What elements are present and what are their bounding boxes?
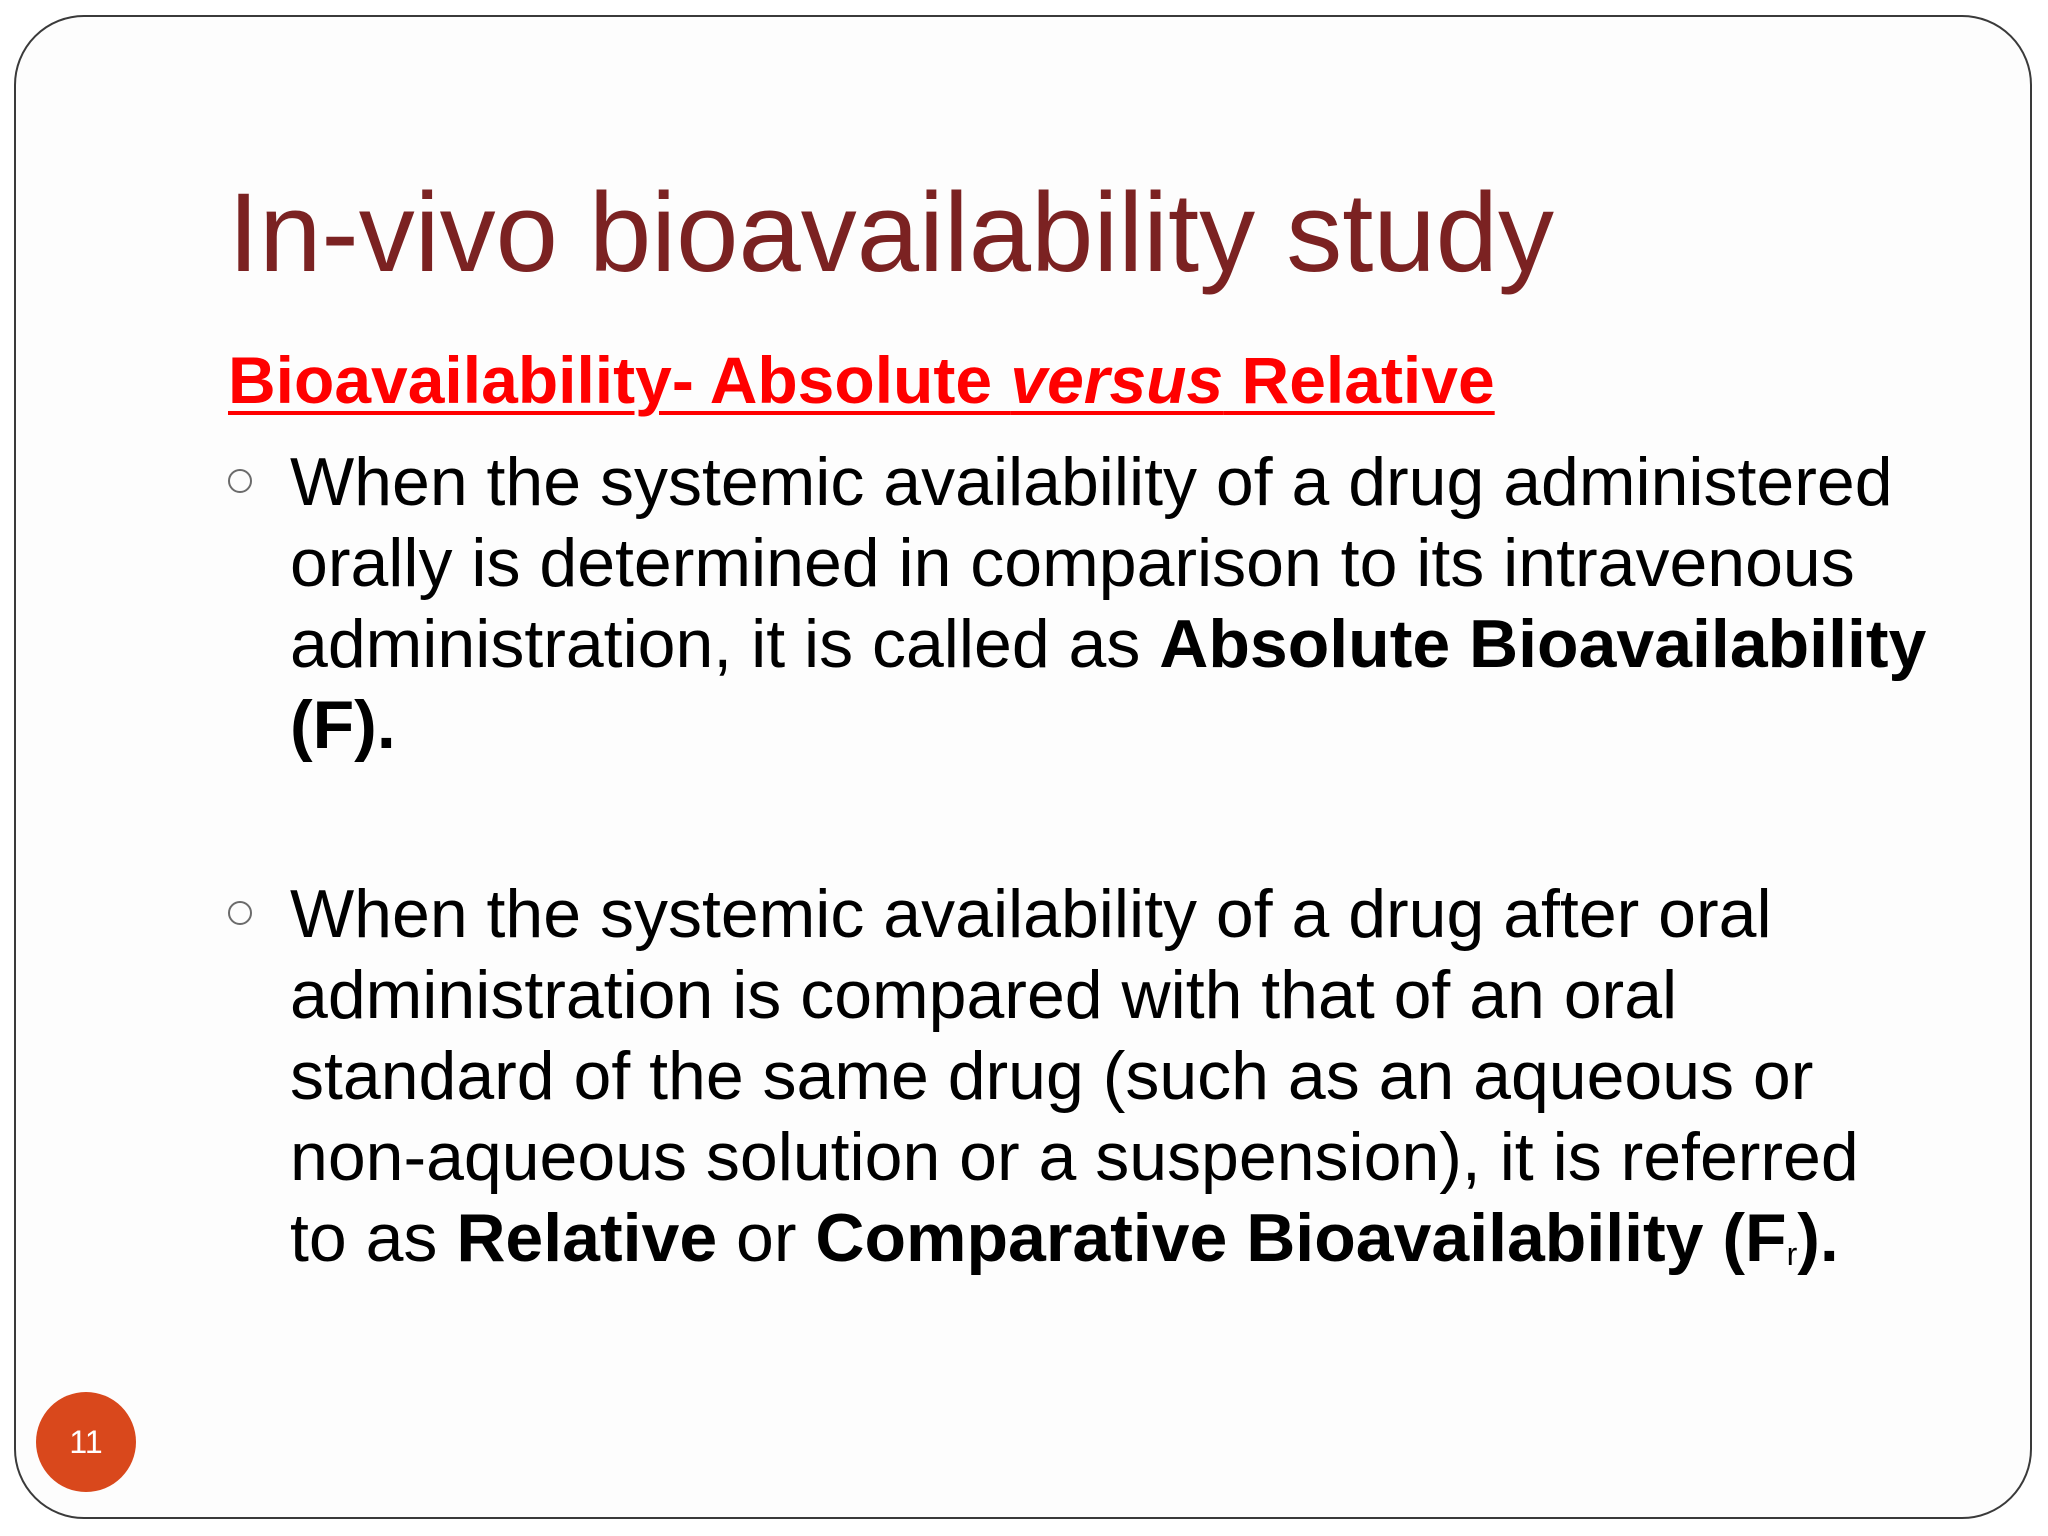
bullet-item-absolute	[228, 442, 1928, 766]
bullet-item-relative	[228, 874, 1928, 1295]
slide-subtitle	[228, 343, 1495, 417]
bullet-bold-term: Absolute Bioavailability (F).	[290, 606, 1927, 763]
hollow-circle-bullet-icon	[228, 469, 252, 493]
hollow-circle-bullet-icon	[228, 901, 252, 925]
bullet-bold-term-end: ).	[1797, 1200, 1839, 1276]
bullet-text: When the systemic availability of a drug administered orally is determined in comparison to its intravenous administration, it is called as	[290, 444, 1893, 682]
bullet-text: When the systemic availability of a drug after oral administration is compared with that of an oral standard of the same drug (such as an aqueous or non-aqueous solution or a suspension), it is referred to as	[290, 876, 1859, 1276]
page-number-badge: 11	[36, 1392, 136, 1492]
bullet-text-connector: or	[717, 1200, 816, 1276]
bullet-bold-term: Comparative Bioavailability (F	[815, 1200, 1787, 1276]
slide-title: In-vivo bioavailability study	[228, 170, 1554, 295]
subtitle-italic: versus	[1010, 343, 1224, 417]
slide	[14, 15, 2032, 1519]
bullet-bold-term: Relative	[456, 1200, 718, 1276]
subtitle-part1: Bioavailability- Absolute	[228, 343, 1011, 417]
subtitle-part3: Relative	[1223, 343, 1495, 417]
bullet-subscript: r	[1786, 1236, 1798, 1272]
bullet-list	[228, 442, 1928, 1295]
